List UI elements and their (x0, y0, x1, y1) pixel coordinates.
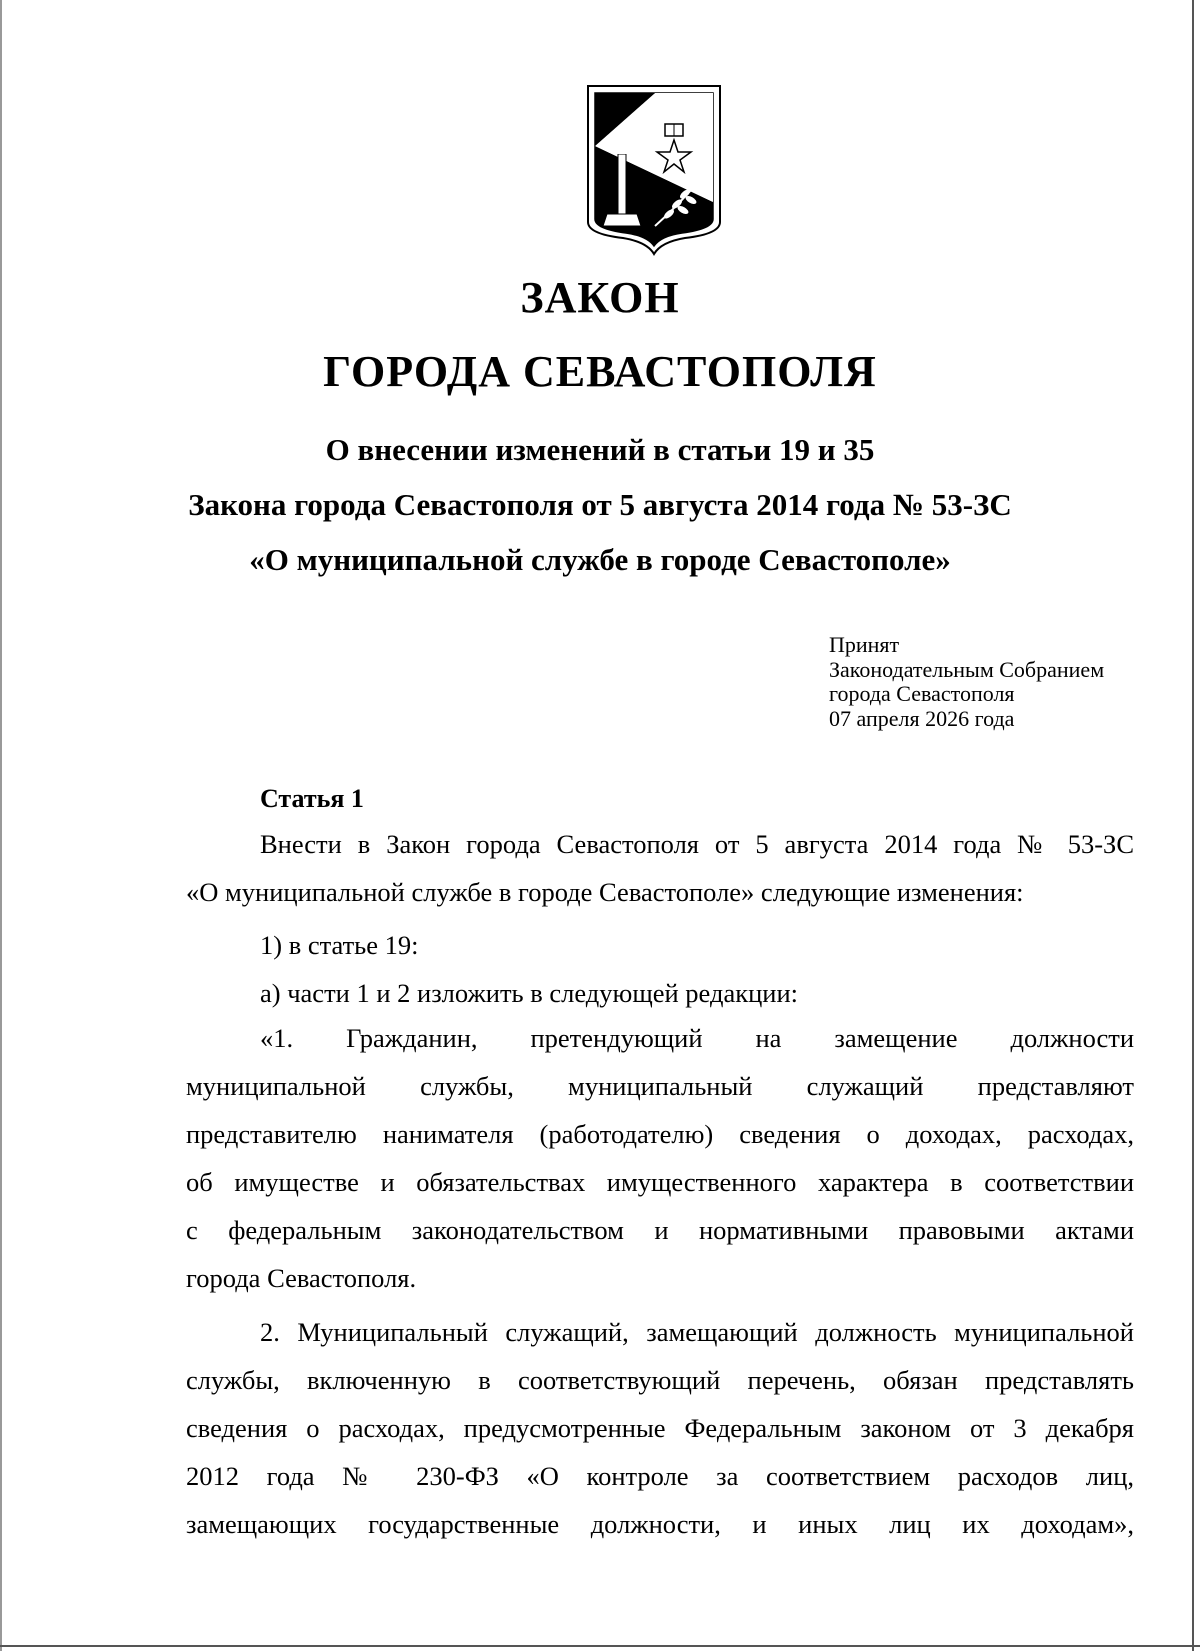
paragraph-line: 2. Муниципальный служащий, замещающий должность муниципальной (260, 1317, 1134, 1347)
document-title-city: ГОРОДА СЕВАСТОПОЛЯ (323, 347, 877, 396)
paragraph-line: 2012 года № 230-ФЗ «О контроле за соответствием расходов лиц, (186, 1461, 1134, 1491)
paragraph-line: «О муниципальной службе в городе Севастополе» следующие изменения: (186, 877, 1024, 907)
list-item-1: 1) в статье 19: (260, 930, 419, 960)
paragraph-line: муниципальной службы, муниципальный служащий представляют (186, 1071, 1134, 1101)
sevastopol-coat-of-arms-icon (585, 84, 723, 256)
part-2-paragraph (186, 1308, 1134, 1548)
adoption-line: Принят (829, 632, 900, 657)
law-name-line-1: О внесении изменений в статьи 19 и 35 (325, 432, 875, 467)
paragraph-line: замещающих государственные должности, и иных лиц их доходам», (186, 1509, 1134, 1539)
document-title: ЗАКОН (520, 273, 680, 322)
adoption-line: города Севастополя (829, 681, 1015, 706)
paragraph-line: «1. Гражданин, претендующий на замещение должности (260, 1023, 1134, 1053)
adoption-line: Законодательным Собранием (829, 656, 1105, 682)
page-edge-right (1192, 0, 1194, 1651)
adoption-block (829, 633, 1104, 731)
law-name-line-3: «О муниципальной службе в городе Севастополе» (249, 542, 951, 577)
list-item-1a: а) части 1 и 2 изложить в следующей редакции: (260, 978, 798, 1008)
paragraph-line: представителю нанимателя (работодателю) сведения о доходах, расходах, (186, 1119, 1134, 1149)
paragraph-line: Внести в Закон города Севастополя от 5 августа 2014 года № 53-ЗС (260, 829, 1134, 859)
paragraph-line: службы, включенную в соответствующий перечень, обязан представлять (186, 1365, 1134, 1395)
article-heading: Статья 1 (260, 784, 364, 813)
article-intro-paragraph (186, 820, 1134, 916)
paragraph-line: сведения о расходах, предусмотренные Федеральным законом от 3 декабря (186, 1413, 1134, 1443)
page-edge-bottom (0, 1645, 1200, 1647)
paragraph-line: об имуществе и обязательствах имущественного характера в соответствии (186, 1167, 1134, 1197)
law-name-line-2: Закона города Севастополя от 5 августа 2014 года № 53-ЗС (188, 487, 1012, 522)
adoption-date: 07 апреля 2026 года (829, 705, 1015, 731)
part-1-paragraph (186, 1014, 1134, 1302)
paragraph-line: с федеральным законодательством и нормативными правовыми актами (186, 1215, 1134, 1245)
page-edge-left (0, 0, 2, 1651)
paragraph-line: города Севастополя. (186, 1263, 417, 1293)
